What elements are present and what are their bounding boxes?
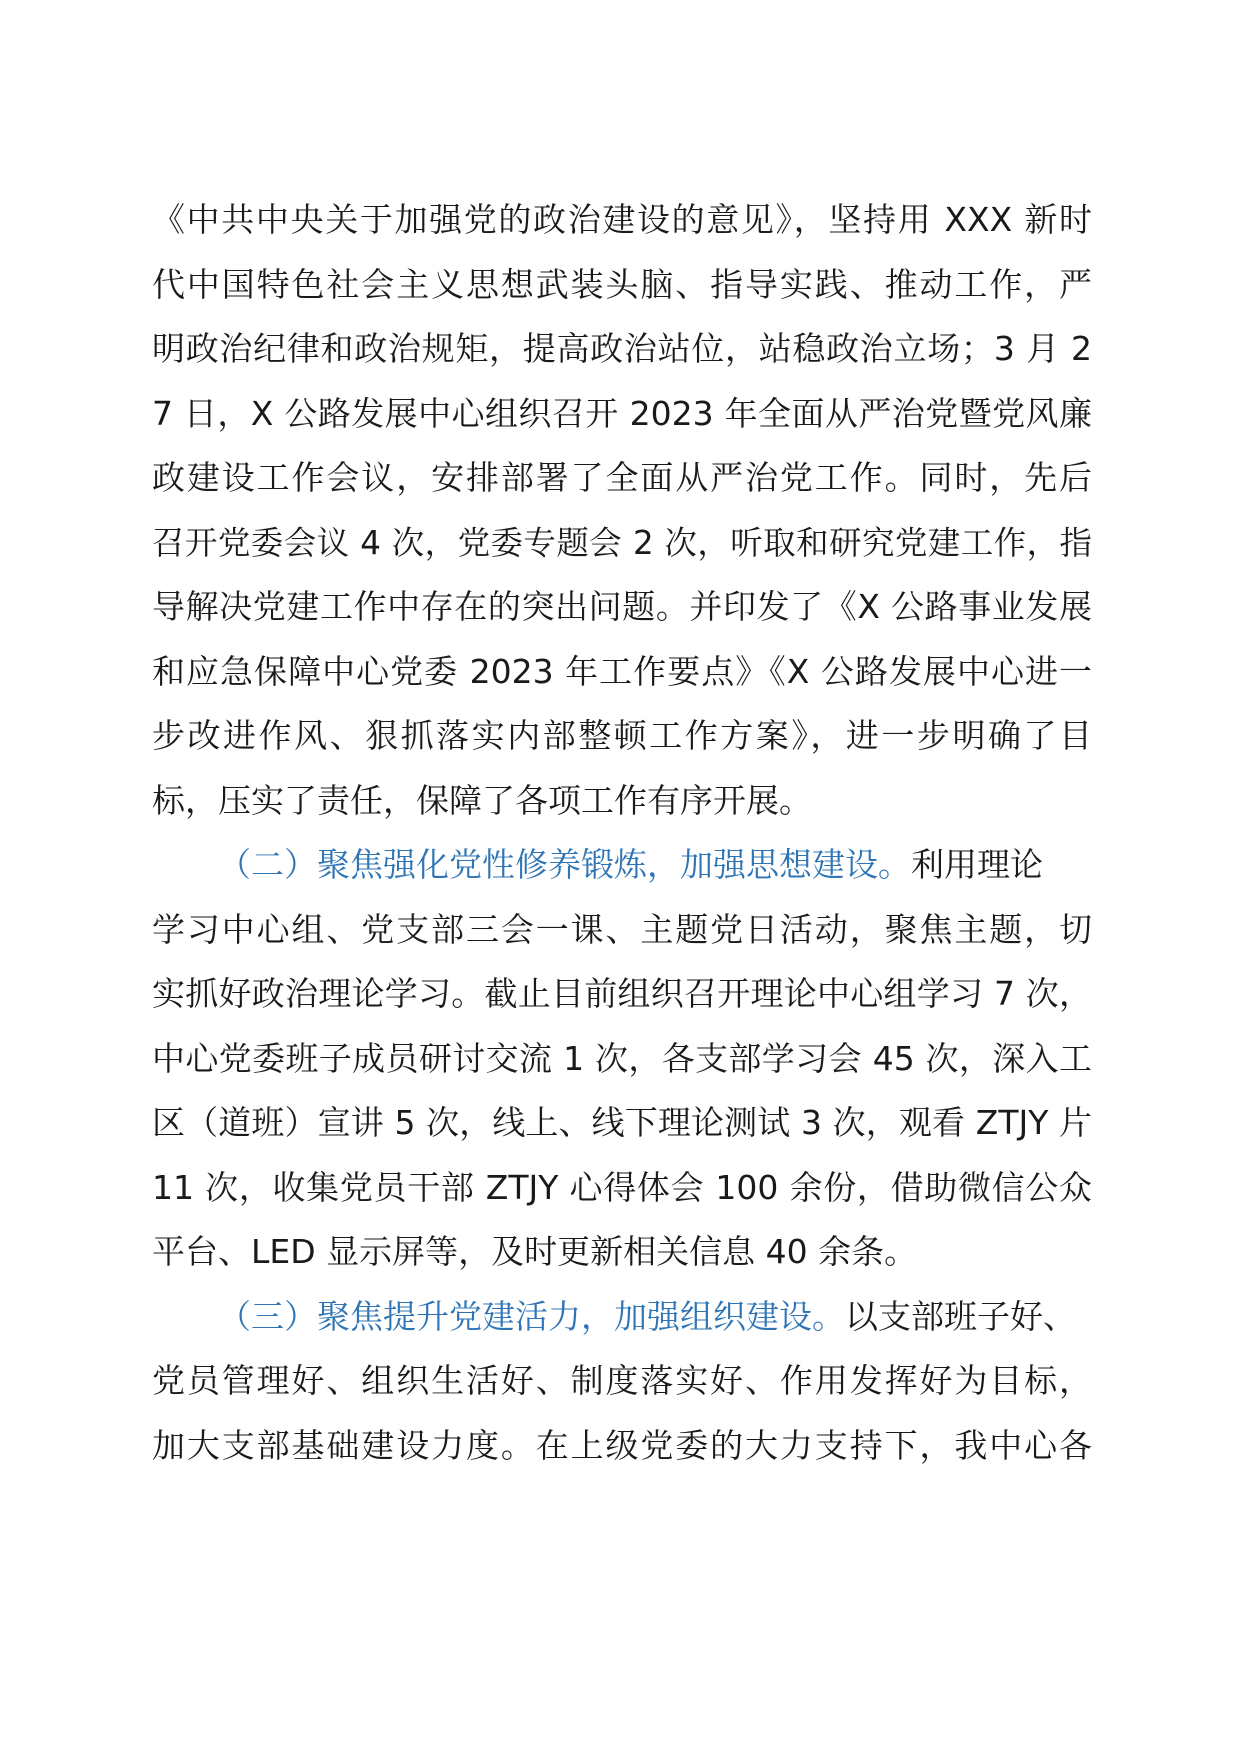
paragraph-line: 政建设工作会议，安排部署了全面从严治党工作。同时，先后: [152, 458, 1092, 497]
paragraph-line: 步改进作风、狠抓落实内部整顿工作方案》，进一步明确了目: [152, 716, 1092, 755]
paragraph-line: 11 次，收集党员干部 ZTJY 心得体会 100 余份，借助微信公众: [152, 1167, 1092, 1207]
section-two-first-line-text: 利用理论: [911, 845, 1043, 884]
paragraph-line: 区（道班）宣讲 5 次，线上、线下理论测试 3 次，观看 ZTJY 片: [152, 1103, 1092, 1142]
paragraph-line-last: 平台、LED 显示屏等，及时更新相关信息 40 余条。: [152, 1232, 918, 1271]
paragraph-line: 明政治纪律和政治规矩，提高政治站位，站稳政治立场；3 月 2: [152, 329, 1092, 368]
document-body: [152, 188, 1092, 1478]
paragraph-line: 7 日，X 公路发展中心组织召开 2023 年全面从严治党暨党风廉: [152, 393, 1092, 433]
paragraph-line: 加大支部基础建设力度。在上级党委的大力支持下，我中心各: [152, 1425, 1092, 1465]
section-two-first-line: [152, 833, 1092, 898]
paragraph-line: 代中国特色社会主义思想武装头脑、指导实践、推动工作，严: [152, 264, 1092, 304]
section-two-heading: （二）聚焦强化党性修养锻炼，加强思想建设。: [218, 845, 911, 884]
paragraph-line: 中心党委班子成员研讨交流 1 次，各支部学习会 45 次，深入工: [152, 1038, 1092, 1078]
paragraph-line-last: 标，压实了责任，保障了各项工作有序开展。: [152, 780, 812, 820]
section-three-first-line: [152, 1285, 1092, 1350]
paragraph-line: 学习中心组、党支部三会一课、主题党日活动，聚焦主题，切: [152, 909, 1092, 949]
paragraph-line: 实抓好政治理论学习。截止目前组织召开理论中心组学习 7 次，: [152, 974, 1092, 1013]
paragraph-line: 《中共中央关于加强党的政治建设的意见》，坚持用 XXX 新时: [152, 200, 1092, 239]
section-three-heading: （三）聚焦提升党建活力，加强组织建设。: [218, 1296, 845, 1336]
section-three-first-line-text: 以支部班子好、: [845, 1296, 1076, 1336]
paragraph-line: 导解决党建工作中存在的突出问题。并印发了《X 公路事业发展: [152, 587, 1092, 626]
paragraph-line: 召开党委会议 4 次，党委专题会 2 次，听取和研究党建工作，指: [152, 523, 1092, 562]
paragraph-line: 和应急保障中心党委 2023 年工作要点》《X 公路发展中心进一: [152, 651, 1092, 691]
paragraph-line: 党员管理好、组织生活好、制度落实好、作用发挥好为目标，: [152, 1361, 1092, 1400]
